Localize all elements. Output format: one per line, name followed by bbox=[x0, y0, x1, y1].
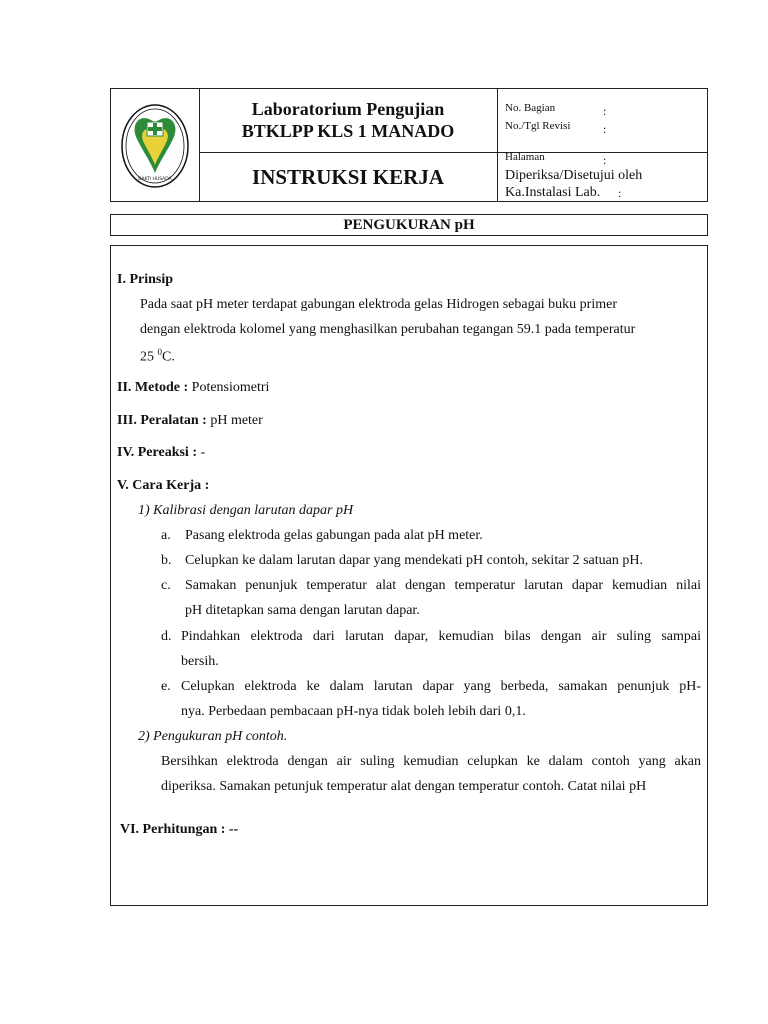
halaman-label: Halaman bbox=[505, 151, 545, 163]
lab-name: Laboratorium Pengujian bbox=[251, 99, 445, 119]
cara-kerja-heading: V. Cara Kerja : bbox=[117, 478, 210, 493]
step-b-text: Celupkan ke dalam larutan dapar yang mendekati pH contoh, sekitar 2 satuan pH. bbox=[185, 553, 643, 568]
prinsip-text-line3 bbox=[140, 347, 175, 366]
metode-line bbox=[117, 380, 269, 396]
no-bagian-colon: : bbox=[603, 104, 607, 118]
pengukuran-text-line2: diperiksa. Samakan petunjuk temperatur alat dengan temperatur contoh. Catat nilai pH bbox=[161, 779, 647, 794]
lab-location: BTKLPP KLS 1 MANADO bbox=[241, 121, 455, 141]
perhitungan-heading: VI. Perhitungan : -- bbox=[120, 822, 239, 837]
pengukuran-subheading: 2) Pengukuran pH contoh. bbox=[138, 729, 288, 744]
logo-cell bbox=[111, 89, 200, 201]
temperature-unit: C. bbox=[162, 349, 175, 365]
procedure-title: PENGUKURAN pH bbox=[110, 214, 708, 236]
diperiksa-label: Diperiksa/Disetujui oleh bbox=[505, 168, 643, 183]
halaman-colon: : bbox=[603, 153, 607, 167]
step-d-text-line2: bersih. bbox=[181, 654, 219, 669]
step-a-text: Pasang elektroda gelas gabungan pada alat pH meter. bbox=[185, 528, 483, 543]
pengukuran-text-line1: Bersihkan elektroda dengan air suling kemudian celupkan ke dalam contoh yang akan bbox=[161, 754, 701, 769]
prinsip-text-line1: Pada saat pH meter terdapat gabungan elektroda gelas Hidrogen sebagai buku primer bbox=[140, 297, 617, 312]
pereaksi-label: IV. Pereaksi : bbox=[117, 445, 197, 460]
metode-label: II. Metode : bbox=[117, 380, 189, 395]
prinsip-heading: I. Prinsip bbox=[117, 272, 174, 287]
metode-value: Potensiometri bbox=[188, 380, 270, 395]
prinsip-text-line2: dengan elektroda kolomel yang menghasilkan perubahan tegangan 59.1 pada temperatur bbox=[140, 322, 636, 337]
step-e-marker: e. bbox=[161, 679, 171, 694]
peralatan-label: III. Peralatan : bbox=[117, 413, 207, 428]
step-c-text-line2: pH ditetapkan sama dengan larutan dapar. bbox=[185, 603, 420, 618]
step-e-text-line1: Celupkan elektroda ke dalam larutan dapar yang berbeda, samakan penunjuk pH- bbox=[181, 679, 701, 694]
no-tgl-revisi-label: No./Tgl Revisi bbox=[505, 120, 571, 132]
step-d-text-line1: Pindahkan elektroda dari larutan dapar, kemudian bilas dengan air suling sampai bbox=[181, 629, 701, 644]
step-a-marker: a. bbox=[161, 528, 171, 543]
doc-title-block bbox=[199, 153, 497, 201]
doc-info-top bbox=[497, 89, 707, 153]
no-bagian-label: No. Bagian bbox=[505, 102, 556, 114]
title-cell bbox=[199, 89, 498, 201]
document-header bbox=[110, 88, 708, 202]
logo-text: BAKTI HUSADA bbox=[138, 177, 172, 182]
ka-instalasi-label: Ka.Instalasi Lab. bbox=[505, 185, 601, 200]
doc-title: INSTRUKSI KERJA bbox=[252, 165, 444, 189]
ka-instalasi-colon: : bbox=[618, 186, 622, 200]
pereaksi-line bbox=[117, 445, 205, 461]
bakti-husada-logo-icon bbox=[120, 103, 190, 189]
kalibrasi-subheading: 1) Kalibrasi dengan larutan dapar pH bbox=[138, 503, 354, 518]
temperature-value: 25 bbox=[140, 349, 158, 365]
doc-info-cell bbox=[497, 89, 707, 201]
peralatan-value: pH meter bbox=[206, 413, 263, 428]
step-d-marker: d. bbox=[161, 629, 172, 644]
step-b-marker: b. bbox=[161, 553, 172, 568]
pereaksi-value: - bbox=[196, 445, 206, 460]
procedure-body bbox=[110, 245, 708, 906]
step-c-text-line1: Samakan penunjuk temperatur alat dengan temperatur larutan dapar kemudian nilai bbox=[185, 578, 701, 593]
step-c-marker: c. bbox=[161, 578, 171, 593]
no-tgl-revisi-colon: : bbox=[603, 122, 607, 136]
peralatan-line bbox=[117, 413, 263, 429]
degree-superscript: 0 bbox=[157, 347, 162, 357]
step-e-text-line2: nya. Perbedaan pembacaan pH-nya tidak boleh lebih dari 0,1. bbox=[181, 704, 526, 719]
lab-name-block bbox=[199, 89, 497, 153]
